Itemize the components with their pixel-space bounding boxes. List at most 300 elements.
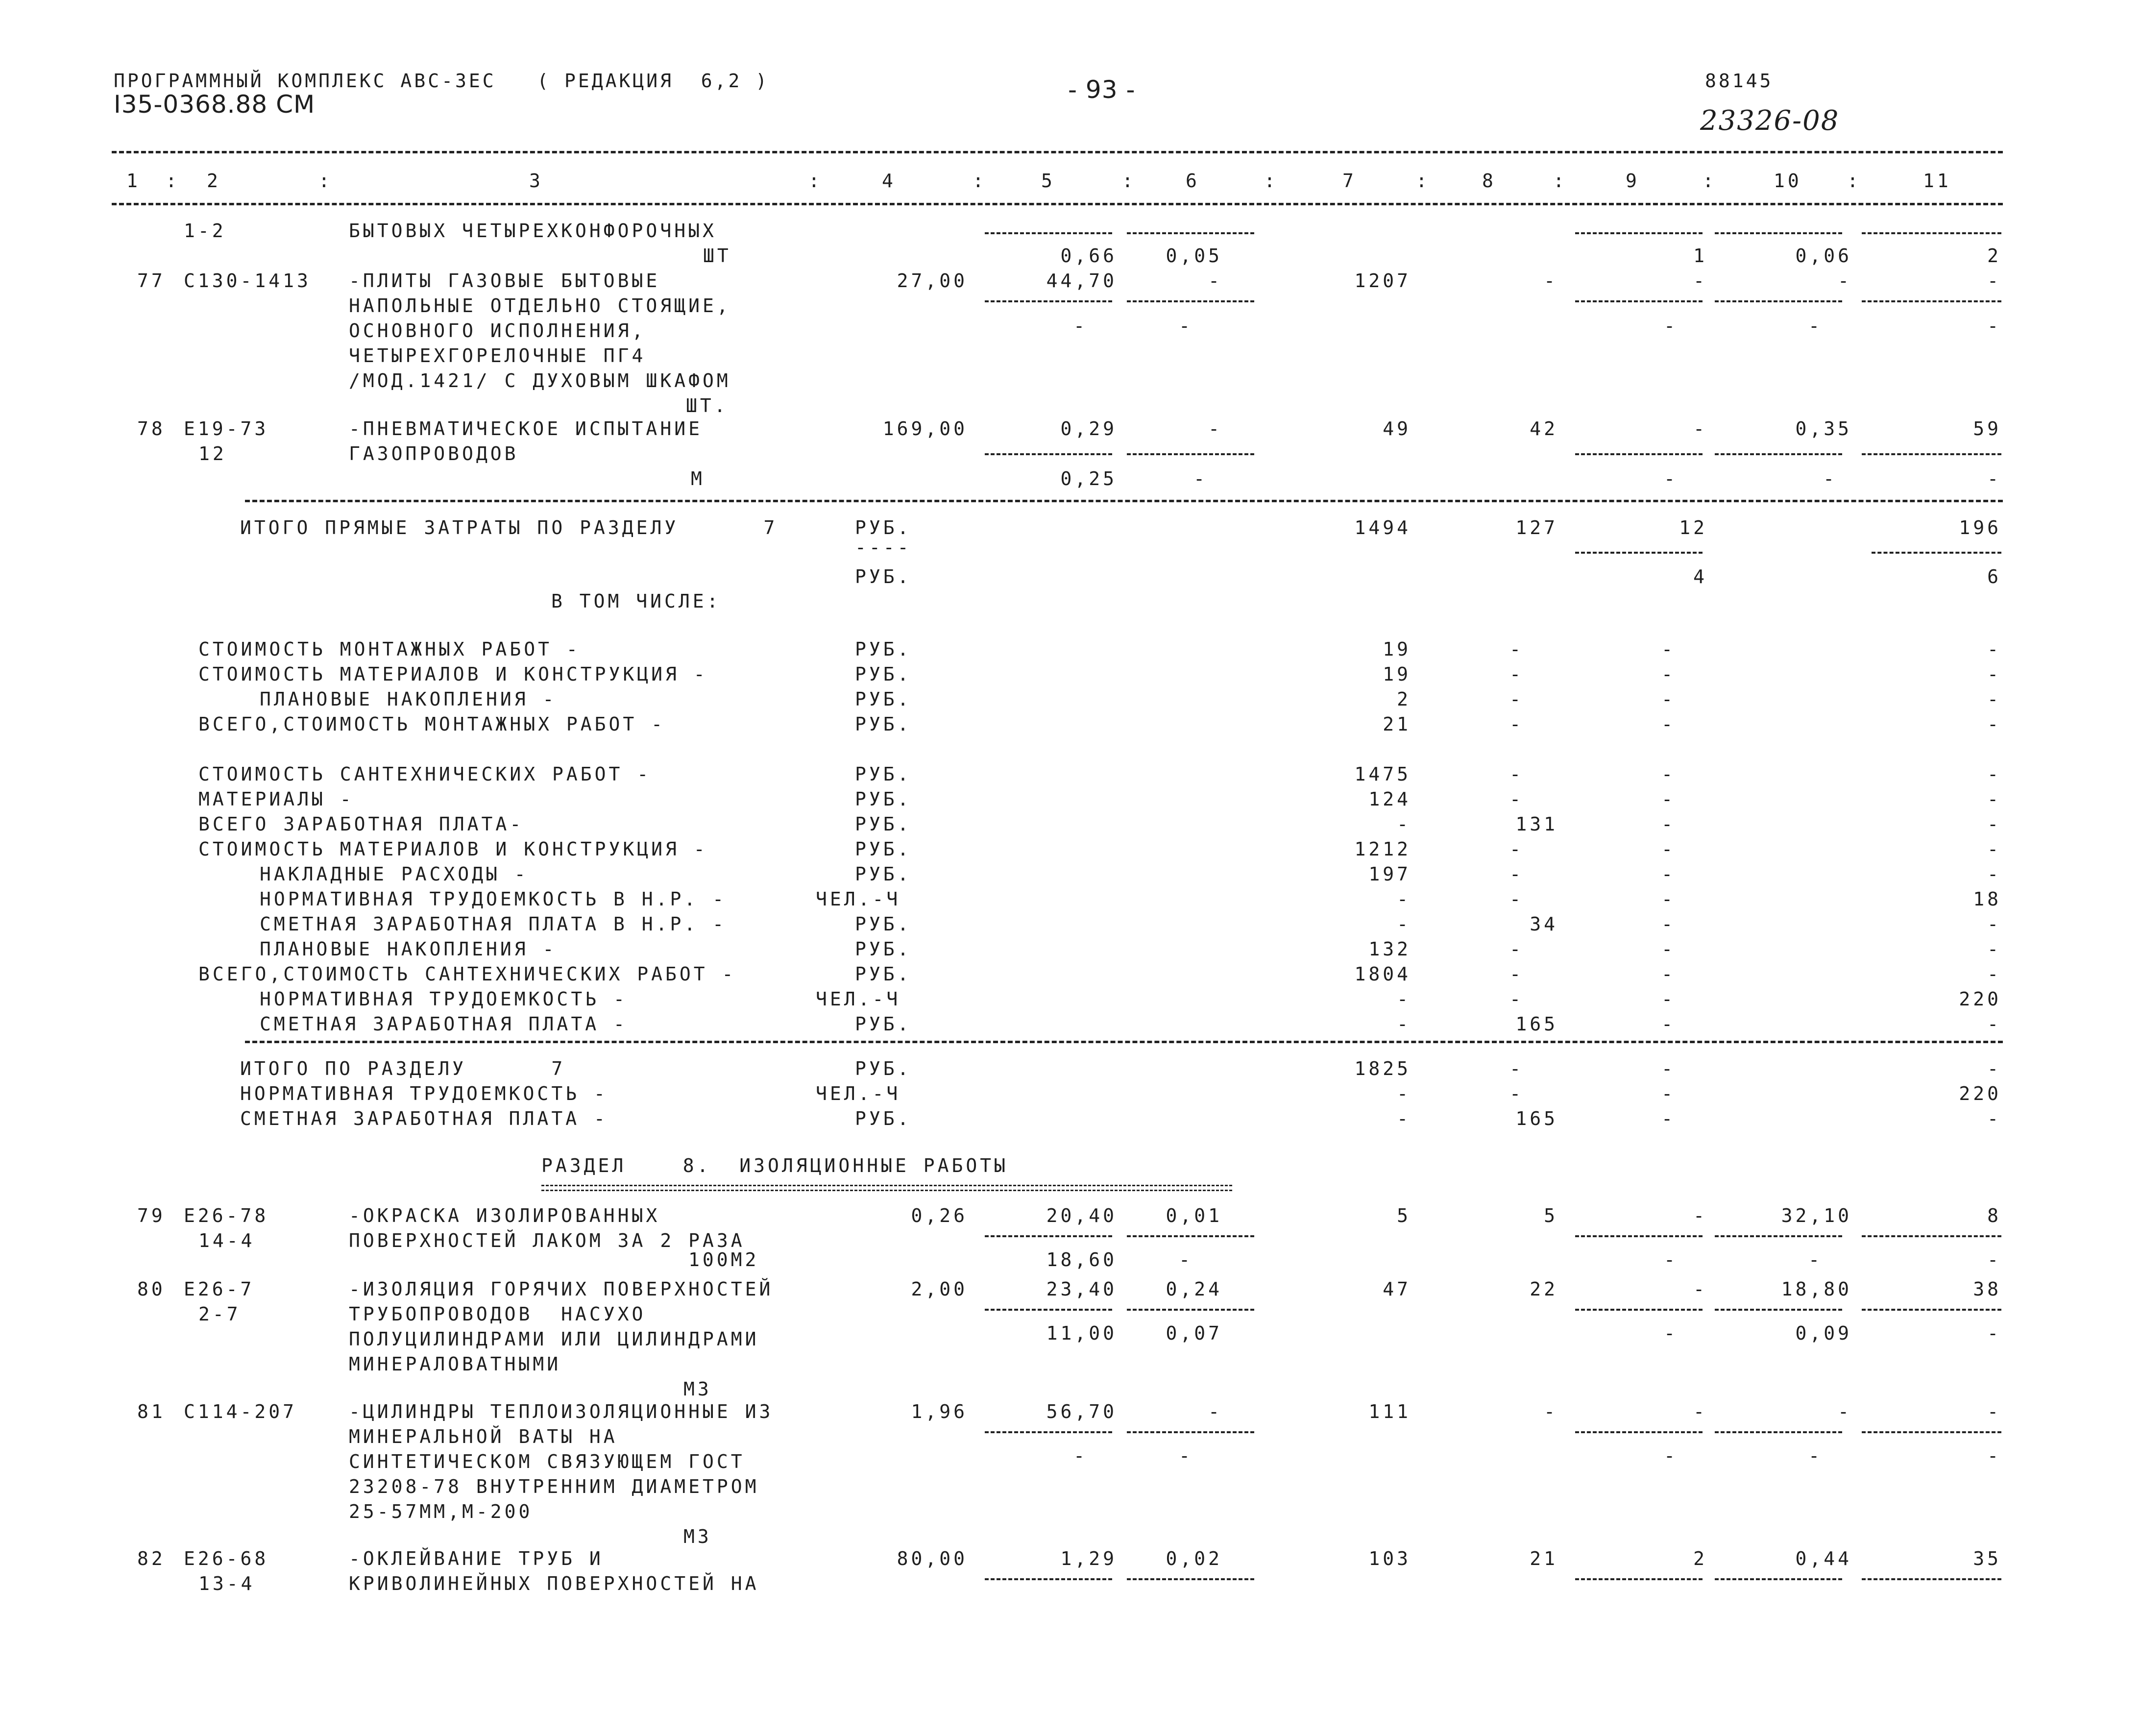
rule [1862, 232, 2001, 234]
c4: 1,96 [911, 1401, 968, 1422]
c11b: - [1987, 315, 2001, 337]
item-code-line2: 14-4 [198, 1230, 255, 1251]
c9b: - [1664, 1445, 1678, 1467]
column-separator: : [1264, 170, 1278, 192]
item-name-line: -ИЗОЛЯЦИЯ ГОРЯЧИХ ПОВЕРХНОСТЕЙ [349, 1278, 774, 1300]
item-name-line: ПОЛУЦИЛИНДРАМИ ИЛИ ЦИЛИНДРАМИ [349, 1328, 759, 1350]
c9: - [1661, 838, 1676, 860]
c10: - [1838, 1401, 1852, 1422]
item-name-line: -ОКЛЕЙВАНИЕ ТРУБ И [349, 1548, 604, 1569]
unit: РУБ. [855, 788, 912, 810]
rule [1715, 453, 1842, 455]
item-name-line: -ПЛИТЫ ГАЗОВЫЕ БЫТОВЫЕ [349, 270, 660, 292]
c10: 0,35 [1795, 418, 1852, 440]
rule [1715, 232, 1842, 234]
rule [1862, 453, 2001, 455]
summary-label: СТОИМОСТЬ МАТЕРИАЛОВ И КОНСТРУКЦИЯ - [198, 838, 708, 860]
c8: 5 [1544, 1205, 1558, 1226]
item-code: С130-1413 [184, 270, 311, 292]
c9: 2 [1693, 1548, 1707, 1569]
c9: - [1661, 788, 1676, 810]
item-name-line: КРИВОЛИНЕЙНЫХ ПОВЕРХНОСТЕЙ НА [349, 1573, 759, 1594]
c10: 32,10 [1781, 1205, 1852, 1226]
c8: - [1509, 788, 1524, 810]
c11: - [1987, 638, 2001, 660]
c9: - [1693, 270, 1707, 292]
rule [1575, 552, 1703, 554]
rule [1862, 1578, 2001, 1580]
c11: - [1987, 1401, 2001, 1422]
including-label: В ТОМ ЧИСЛЕ: [551, 590, 721, 612]
c7: 1475 [1354, 763, 1411, 785]
unit: РУБ. [855, 713, 912, 735]
section-total-label: ИТОГО ПО РАЗДЕЛУ 7 [240, 1058, 566, 1079]
c11: - [1987, 713, 2001, 735]
c6: 0,02 [1166, 1548, 1222, 1569]
column-number-6: 6 [1186, 170, 1200, 192]
c5: 0,66 [1060, 245, 1117, 267]
item-code: Е26-68 [184, 1548, 269, 1569]
unit: М3 [683, 1526, 712, 1547]
rule [1862, 1309, 2001, 1311]
c7: - [1397, 913, 1411, 935]
c11: 220 [1959, 1083, 2001, 1104]
c10: - [1838, 270, 1852, 292]
rule [1872, 552, 2001, 554]
c7: 111 [1368, 1401, 1411, 1422]
c11: - [1987, 663, 2001, 685]
rule [112, 151, 2003, 153]
c8: - [1509, 688, 1524, 710]
c6: 0,01 [1166, 1205, 1222, 1226]
c8: - [1544, 1401, 1558, 1422]
c8: - [1509, 638, 1524, 660]
c9: - [1661, 663, 1676, 685]
column-separator: : [1122, 170, 1136, 192]
c11: 59 [1973, 418, 2001, 440]
item-code-line2: 2-7 [198, 1303, 241, 1325]
item-code: Е26-78 [184, 1205, 269, 1226]
c11: 8 [1987, 1205, 2001, 1226]
c5: 1,29 [1060, 1548, 1117, 1569]
c4: 169,00 [882, 418, 968, 440]
unit: РУБ. [855, 938, 912, 960]
c7: 1212 [1354, 838, 1411, 860]
c7: - [1397, 988, 1411, 1010]
c11b: - [1987, 1322, 2001, 1344]
c5b: 18,60 [1046, 1249, 1117, 1271]
rule [541, 1190, 1232, 1191]
c8: - [1509, 663, 1524, 685]
column-number-10: 10 [1774, 170, 1802, 192]
item-number: 80 [137, 1278, 166, 1300]
c11: - [1987, 270, 2001, 292]
item-code: Е19-73 [184, 418, 269, 440]
column-separator: : [808, 170, 823, 192]
c7: 103 [1368, 1548, 1411, 1569]
column-number-1: 1 [126, 170, 141, 192]
summary-label: НОРМАТИВНАЯ ТРУДОЕМКОСТЬ - [260, 988, 628, 1010]
rule [1715, 1309, 1842, 1311]
c8: - [1509, 988, 1524, 1010]
c9: - [1661, 688, 1676, 710]
c7: - [1397, 888, 1411, 910]
c8: - [1509, 713, 1524, 735]
c5b: - [1073, 1445, 1088, 1467]
unit: ЧЕЛ.-Ч [816, 988, 901, 1010]
rule [245, 500, 2003, 502]
unit: М [691, 468, 705, 489]
item-name-line: /МОД.1421/ С ДУХОВЫМ ШКАФОМ [349, 370, 731, 391]
item-code: С114-207 [184, 1401, 297, 1422]
summary-label: ПЛАНОВЫЕ НАКОПЛЕНИЯ - [260, 938, 557, 960]
rule [1715, 300, 1842, 302]
rule [1575, 300, 1703, 302]
item-name-line: НАПОЛЬНЫЕ ОТДЕЛЬНО СТОЯЩИЕ, [349, 295, 731, 317]
c6b: - [1179, 1445, 1193, 1467]
c6: - [1208, 418, 1222, 440]
c9b: - [1664, 1322, 1678, 1344]
item-name-line: МИНЕРАЛОВАТНЫМИ [349, 1353, 561, 1375]
c11: - [1987, 688, 2001, 710]
c9: - [1661, 913, 1676, 935]
c11: - [1987, 963, 2001, 985]
c10b: - [1808, 315, 1823, 337]
unit: РУБ. [855, 913, 912, 935]
unit: РУБ. [855, 1108, 912, 1129]
rule [1862, 300, 2001, 302]
rule [1127, 300, 1254, 302]
c7: 5 [1397, 1205, 1411, 1226]
rule [1715, 1235, 1842, 1237]
c8: - [1509, 963, 1524, 985]
unit: ЧЕЛ.-Ч [816, 1083, 901, 1104]
c7: 49 [1383, 418, 1411, 440]
column-separator: : [973, 170, 987, 192]
c7: 197 [1368, 863, 1411, 885]
column-number-7: 7 [1342, 170, 1357, 192]
c9: - [1661, 763, 1676, 785]
unit: РУБ. [855, 566, 912, 587]
handwritten-number: 23326-08 [1700, 105, 1840, 137]
item-name-line: ЧЕТЫРЕХГОРЕЛОЧНЫЕ ПГ4 [349, 345, 646, 367]
c8: - [1509, 838, 1524, 860]
c9: - [1661, 1013, 1676, 1035]
c7: 19 [1383, 663, 1411, 685]
c5: 0,29 [1060, 418, 1117, 440]
c7: - [1397, 1108, 1411, 1129]
column-number-5: 5 [1041, 170, 1055, 192]
c9: - [1661, 1108, 1676, 1129]
rule [1127, 453, 1254, 455]
rule [985, 1309, 1112, 1311]
c7: 21 [1383, 713, 1411, 735]
c9: - [1693, 1401, 1707, 1422]
c8: 21 [1530, 1548, 1558, 1569]
c8: - [1509, 863, 1524, 885]
summary-label: ПЛАНОВЫЕ НАКОПЛЕНИЯ - [260, 688, 557, 710]
item-name-line: ОСНОВНОГО ИСПОЛНЕНИЯ, [349, 320, 646, 342]
c11: - [1987, 938, 2001, 960]
c8: - [1509, 938, 1524, 960]
c11: - [1987, 813, 2001, 835]
c7: - [1397, 813, 1411, 835]
item-name-line: -ОКРАСКА ИЗОЛИРОВАННЫХ [349, 1205, 660, 1226]
item-name-line: -ЦИЛИНДРЫ ТЕПЛОИЗОЛЯЦИОННЫЕ ИЗ [349, 1401, 774, 1422]
rule [1127, 232, 1254, 234]
c7: - [1397, 1013, 1411, 1035]
item-name-line: ГАЗОПРОВОДОВ [349, 443, 519, 465]
c7: 1825 [1354, 1058, 1411, 1079]
unit: 100М2 [688, 1249, 759, 1271]
c8: 34 [1530, 913, 1558, 935]
summary-label: СТОИМОСТЬ МАТЕРИАЛОВ И КОНСТРУКЦИЯ - [198, 663, 708, 685]
item-number: 81 [137, 1401, 166, 1422]
item-name-line: ТРУБОПРОВОДОВ НАСУХО [349, 1303, 646, 1325]
c10b: - [1808, 1445, 1823, 1467]
c11: - [1987, 788, 2001, 810]
c7: 1804 [1354, 963, 1411, 985]
c11: 35 [1973, 1548, 2001, 1569]
c11: 220 [1959, 988, 2001, 1010]
c10b: 0,09 [1795, 1322, 1852, 1344]
c5: 20,40 [1046, 1205, 1117, 1226]
summary-label: НОРМАТИВНАЯ ТРУДОЕМКОСТЬ В Н.Р. - [260, 888, 727, 910]
c11: 196 [1959, 517, 2001, 538]
column-number-9: 9 [1626, 170, 1640, 192]
c7: 47 [1383, 1278, 1411, 1300]
item-code-line2: 13-4 [198, 1573, 255, 1594]
c8: 165 [1515, 1013, 1558, 1035]
item-name-line: МИНЕРАЛЬНОЙ ВАТЫ НА [349, 1426, 618, 1447]
unit: РУБ. [855, 638, 912, 660]
c11b: - [1987, 468, 2001, 489]
rule [1715, 1431, 1842, 1433]
summary-label: СТОИМОСТЬ МОНТАЖНЫХ РАБОТ - [198, 638, 581, 660]
item-name-line: СИНТЕТИЧЕСКОМ СВЯЗУЮЩЕМ ГОСТ [349, 1451, 745, 1472]
summary-label: СМЕТНАЯ ЗАРАБОТНАЯ ПЛАТА - [260, 1013, 628, 1035]
summary-label: ВСЕГО,СТОИМОСТЬ САНТЕХНИЧЕСКИХ РАБОТ - [198, 963, 736, 985]
c6b: - [1179, 1249, 1193, 1271]
rule [1575, 1235, 1703, 1237]
unit: РУБ. [855, 963, 912, 985]
page-number: - 93 - [1068, 75, 1136, 104]
rule [985, 1431, 1112, 1433]
c9: - [1693, 1278, 1707, 1300]
c11: 6 [1987, 566, 2001, 587]
c11: - [1987, 1108, 2001, 1129]
c8: - [1509, 888, 1524, 910]
rule [985, 232, 1112, 234]
c6b: - [1193, 468, 1208, 489]
c9: - [1661, 1058, 1676, 1079]
item-name-line: 25-57ММ,М-200 [349, 1501, 533, 1522]
item-number: 78 [137, 418, 166, 440]
direct-costs-label: ИТОГО ПРЯМЫЕ ЗАТРАТЫ ПО РАЗДЕЛУ 7 [240, 517, 778, 538]
column-separator: : [166, 170, 180, 192]
summary-label: СТОИМОСТЬ САНТЕХНИЧЕСКИХ РАБОТ - [198, 763, 652, 785]
column-number-11: 11 [1923, 170, 1951, 192]
rule [1575, 453, 1703, 455]
c8: - [1509, 1058, 1524, 1079]
c4: 2,00 [911, 1278, 968, 1300]
rule [541, 1185, 1232, 1186]
c7: 19 [1383, 638, 1411, 660]
unit: РУБ. [855, 863, 912, 885]
c10b: - [1808, 1249, 1823, 1271]
c9: - [1661, 938, 1676, 960]
c5: 44,70 [1046, 270, 1117, 292]
rule [1127, 1235, 1254, 1237]
c8: - [1544, 270, 1558, 292]
rule [1862, 1235, 2001, 1237]
c9b: - [1664, 1249, 1678, 1271]
document-code: I35-0368.88 СМ [114, 90, 316, 119]
rule [985, 1235, 1112, 1237]
c8: 127 [1515, 517, 1558, 538]
unit: РУБ. [855, 813, 912, 835]
c4: 27,00 [897, 270, 968, 292]
item-number: 77 [137, 270, 166, 292]
c4: 0,26 [911, 1205, 968, 1226]
item-name-line: 23208-78 ВНУТРЕННИМ ДИАМЕТРОМ [349, 1476, 759, 1497]
c4: 80,00 [897, 1548, 968, 1569]
c11b: - [1987, 1445, 2001, 1467]
column-number-4: 4 [882, 170, 896, 192]
unit: РУБ. [855, 663, 912, 685]
c11: - [1987, 1058, 2001, 1079]
rule [985, 300, 1112, 302]
c9: 4 [1693, 566, 1707, 587]
c7: 2 [1397, 688, 1411, 710]
summary-label: ВСЕГО,СТОИМОСТЬ МОНТАЖНЫХ РАБОТ - [198, 713, 665, 735]
column-number-8: 8 [1482, 170, 1496, 192]
c9: - [1661, 1083, 1676, 1104]
unit: РУБ. [855, 1013, 912, 1035]
column-separator: : [1703, 170, 1717, 192]
c9: - [1661, 988, 1676, 1010]
dash-mark: ---- [855, 537, 912, 558]
unit: РУБ. [855, 763, 912, 785]
unit: РУБ. [855, 517, 912, 538]
column-separator: : [318, 170, 333, 192]
item-name-line: -ПНЕВМАТИЧЕСКОЕ ИСПЫТАНИЕ [349, 418, 703, 440]
c9: - [1661, 638, 1676, 660]
summary-label: ВСЕГО ЗАРАБОТНАЯ ПЛАТА- [198, 813, 524, 835]
rule [1575, 1431, 1703, 1433]
c9: - [1661, 963, 1676, 985]
rule [1127, 1309, 1254, 1311]
c9: 1 [1693, 245, 1707, 267]
section-total-label: НОРМАТИВНАЯ ТРУДОЕМКОСТЬ - [240, 1083, 608, 1104]
c7: 1207 [1354, 270, 1411, 292]
rule [1575, 1578, 1703, 1580]
c9: - [1661, 713, 1676, 735]
c11b: - [1987, 1249, 2001, 1271]
c6: - [1208, 270, 1222, 292]
c11: - [1987, 913, 2001, 935]
c6b: 0,07 [1166, 1322, 1222, 1344]
program-title: ПРОГРАММНЫЙ КОМПЛЕКС АВС-ЗЕС ( РЕДАКЦИЯ 6,2 ) [114, 70, 770, 92]
unit: ШТ [703, 245, 731, 267]
c10: 0,44 [1795, 1548, 1852, 1569]
column-number-2: 2 [207, 170, 221, 192]
c8: 165 [1515, 1108, 1558, 1129]
c8: 131 [1515, 813, 1558, 835]
c5: 56,70 [1046, 1401, 1117, 1422]
rule [1127, 1578, 1254, 1580]
c6b: - [1179, 315, 1193, 337]
column-separator: : [1416, 170, 1430, 192]
rule [1715, 1578, 1842, 1580]
unit: РУБ. [855, 1058, 912, 1079]
c10: 18,80 [1781, 1278, 1852, 1300]
prev-name: БЫТОВЫХ ЧЕТЫРЕХКОНФОРОЧНЫХ [349, 220, 717, 242]
c10: 0,06 [1795, 245, 1852, 267]
rule [985, 1578, 1112, 1580]
c9: - [1693, 418, 1707, 440]
summary-label: МАТЕРИАЛЫ - [198, 788, 354, 810]
c11: 18 [1973, 888, 2001, 910]
c9b: - [1664, 315, 1678, 337]
unit: РУБ. [855, 838, 912, 860]
c7: 1494 [1354, 517, 1411, 538]
c6: 0,24 [1166, 1278, 1222, 1300]
c7: 132 [1368, 938, 1411, 960]
section-title: РАЗДЕЛ 8. ИЗОЛЯЦИОННЫЕ РАБОТЫ [541, 1155, 1008, 1176]
prev-code: 1-2 [184, 220, 226, 242]
c9: - [1693, 1205, 1707, 1226]
unit: М3 [683, 1378, 712, 1400]
c9b: - [1664, 468, 1678, 489]
column-number-3: 3 [529, 170, 543, 192]
c11: 38 [1973, 1278, 2001, 1300]
section-total-label: СМЕТНАЯ ЗАРАБОТНАЯ ПЛАТА - [240, 1108, 608, 1129]
c8: - [1509, 1083, 1524, 1104]
rule [112, 203, 2003, 205]
column-separator: : [1553, 170, 1567, 192]
item-number: 79 [137, 1205, 166, 1226]
rule [1575, 232, 1703, 234]
c9: - [1661, 863, 1676, 885]
c6: 0,05 [1166, 245, 1222, 267]
rule [985, 453, 1112, 455]
c9: 12 [1679, 517, 1707, 538]
c9: - [1661, 888, 1676, 910]
unit: ЧЕЛ.-Ч [816, 888, 901, 910]
c8: 22 [1530, 1278, 1558, 1300]
c11: - [1987, 1013, 2001, 1035]
rule [1862, 1431, 2001, 1433]
item-number: 82 [137, 1548, 166, 1569]
unit: ШТ. [686, 395, 729, 416]
archive-number: 88145 [1705, 70, 1774, 92]
c7: 124 [1368, 788, 1411, 810]
c7: - [1397, 1083, 1411, 1104]
rule [245, 1041, 2003, 1043]
c5: 23,40 [1046, 1278, 1117, 1300]
c11: - [1987, 763, 2001, 785]
c5b: 0,25 [1060, 468, 1117, 489]
unit: РУБ. [855, 688, 912, 710]
c11: - [1987, 863, 2001, 885]
c5b: 11,00 [1046, 1322, 1117, 1344]
rule [1127, 1431, 1254, 1433]
item-name-line: ПОВЕРХНОСТЕЙ ЛАКОМ ЗА 2 РАЗА [349, 1230, 745, 1251]
c11: - [1987, 838, 2001, 860]
c10b: - [1823, 468, 1837, 489]
summary-label: СМЕТНАЯ ЗАРАБОТНАЯ ПЛАТА В Н.Р. - [260, 913, 727, 935]
